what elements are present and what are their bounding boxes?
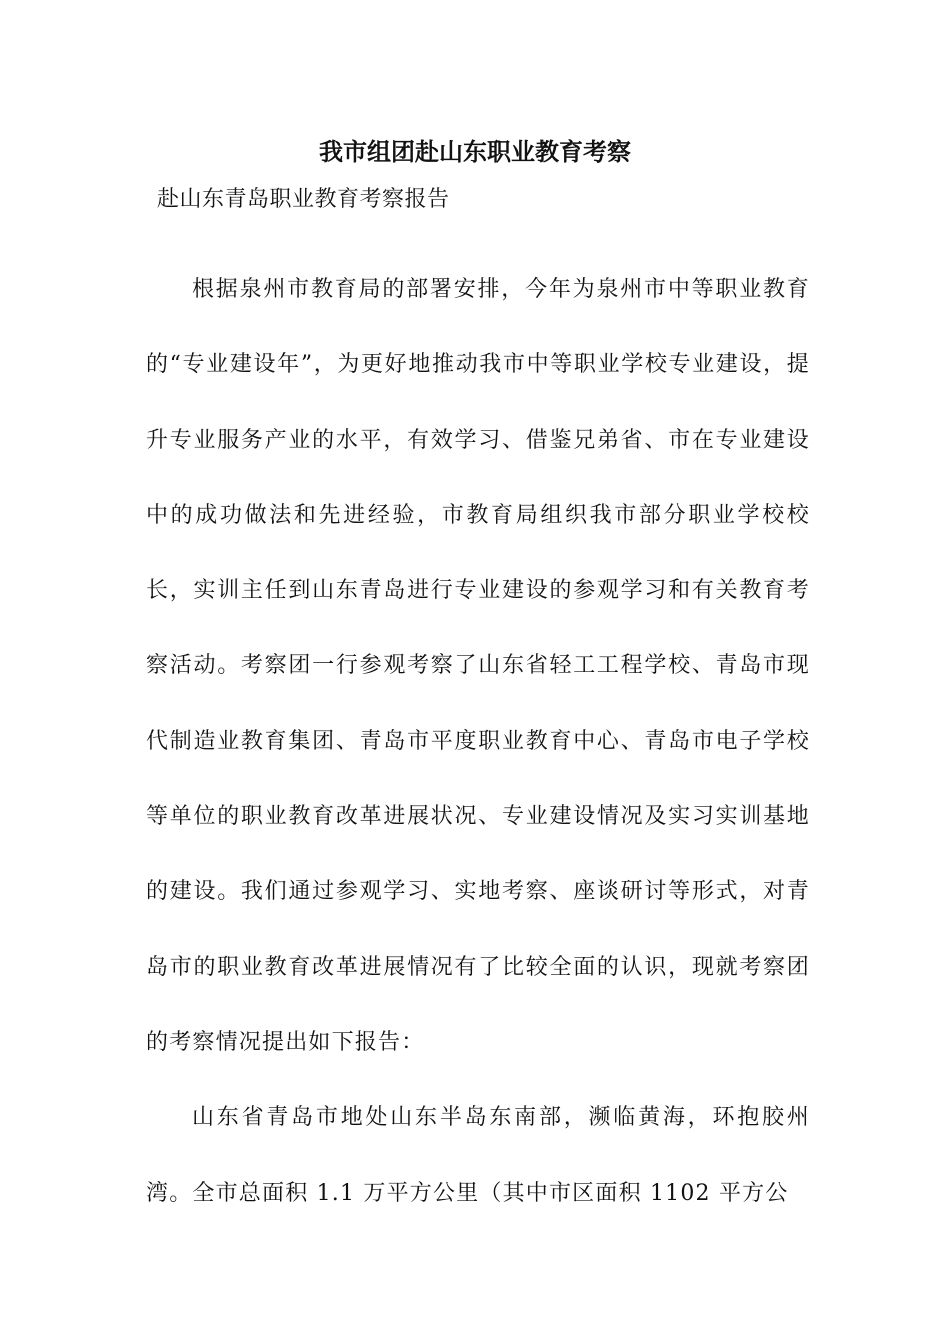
document-body (146, 252, 810, 1231)
paragraph-intro: 根据泉州市教育局的部署安排，今年为泉州市中等职业教育的“专业建设年”，为更好地推动我市中等职业学校专业建设，提升专业服务产业的水平，有效学习、借鉴兄弟省、市在专业建设中的成功做法和先进经验，市教育局组织我市部分职业学校校长，实训主任到山东青岛进行专业建设的参观学习和有关教育考察活动。考察团一行参观考察了山东省轻工工程学校、青岛市现代制造业教育集团、青岛市平度职业教育中心、青岛市电子学校等单位的职业教育改革进展状况、专业建设情况及实习实训基地的建设。我们通过参观学习、实地考察、座谈研讨等形式，对青岛市的职业教育改革进展情况有了比较全面的认识，现就考察团的考察情况提出如下报告： (146, 277, 810, 1055)
document-title: 我市组团赴山东职业教育考察 (319, 137, 631, 166)
document-subtitle: 赴山东青岛职业教育考察报告 (157, 187, 450, 212)
paragraph-qingdao: 山东省青岛市地处山东半岛东南部，濒临黄海，环抱胶州湾。全市总面积 1.1 万平方公里（其中市区面积 1102 平方公 (146, 1105, 810, 1206)
